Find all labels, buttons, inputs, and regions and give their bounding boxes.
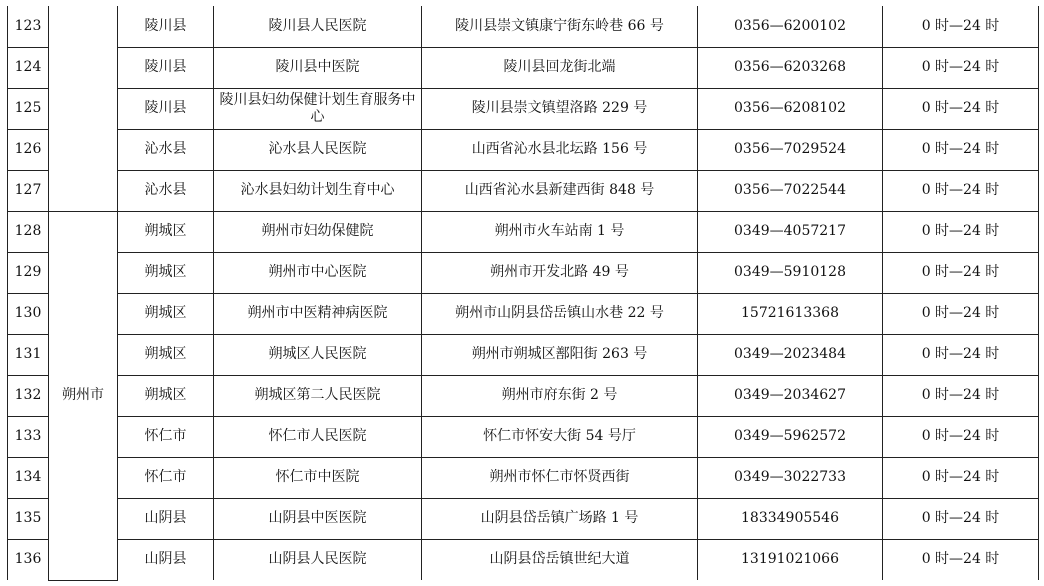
address-cell: 朔州市开发北路 49 号	[422, 252, 698, 293]
row-number: 124	[8, 47, 49, 88]
row-number: 133	[8, 416, 49, 457]
hospital-name-cell: 朔州市妇幼保健院	[214, 211, 422, 252]
address-cell: 陵川县崇文镇康宁街东岭巷 66 号	[422, 6, 698, 47]
hospital-name-cell: 怀仁市人民医院	[214, 416, 422, 457]
hospital-name-cell: 沁水县人民医院	[214, 129, 422, 170]
hours-cell: 0 时—24 时	[883, 334, 1039, 375]
row-number: 126	[8, 129, 49, 170]
county-cell: 朔城区	[118, 375, 214, 416]
phone-cell: 0349—2023484	[698, 334, 883, 375]
address-cell: 山阴县岱岳镇广场路 1 号	[422, 498, 698, 539]
table-row	[8, 334, 1039, 375]
table-row	[8, 129, 1039, 170]
phone-cell: 18334905546	[698, 498, 883, 539]
address-cell: 山西省沁水县北坛路 156 号	[422, 129, 698, 170]
phone-cell: 0349—3022733	[698, 457, 883, 498]
hospital-name-cell: 沁水县妇幼计划生育中心	[214, 170, 422, 211]
address-cell: 朔州市怀仁市怀贤西街	[422, 457, 698, 498]
county-cell: 朔城区	[118, 334, 214, 375]
row-number: 134	[8, 457, 49, 498]
phone-cell: 0356—7022544	[698, 170, 883, 211]
hours-cell: 0 时—24 时	[883, 375, 1039, 416]
county-cell: 怀仁市	[118, 416, 214, 457]
county-cell: 山阴县	[118, 498, 214, 539]
phone-cell: 0356—6200102	[698, 6, 883, 47]
table-row	[8, 6, 1039, 47]
row-number: 135	[8, 498, 49, 539]
hours-cell: 0 时—24 时	[883, 498, 1039, 539]
table-row	[8, 416, 1039, 457]
table-row	[8, 293, 1039, 334]
phone-cell: 0349—2034627	[698, 375, 883, 416]
hospital-name-cell: 怀仁市中医院	[214, 457, 422, 498]
row-number: 128	[8, 211, 49, 252]
address-cell: 朔州市山阴县岱岳镇山水巷 22 号	[422, 293, 698, 334]
hospital-name-cell: 朔州市中心医院	[214, 252, 422, 293]
hours-cell: 0 时—24 时	[883, 6, 1039, 47]
hours-cell: 0 时—24 时	[883, 129, 1039, 170]
address-cell: 山阴县岱岳镇世纪大道	[422, 539, 698, 580]
hospital-name-cell: 朔州市中医精神病医院	[214, 293, 422, 334]
phone-cell: 0349—5962572	[698, 416, 883, 457]
address-cell: 陵川县崇文镇望洛路 229 号	[422, 88, 698, 129]
county-cell: 陵川县	[118, 88, 214, 129]
table-row	[8, 170, 1039, 211]
hours-cell: 0 时—24 时	[883, 457, 1039, 498]
county-cell: 山阴县	[118, 539, 214, 580]
hospital-name-cell: 朔城区第二人民医院	[214, 375, 422, 416]
table-row	[8, 457, 1039, 498]
hospital-table	[7, 6, 1039, 581]
county-cell: 沁水县	[118, 170, 214, 211]
hours-cell: 0 时—24 时	[883, 211, 1039, 252]
county-cell: 陵川县	[118, 6, 214, 47]
table-row	[8, 47, 1039, 88]
address-cell: 朔州市府东街 2 号	[422, 375, 698, 416]
row-number: 132	[8, 375, 49, 416]
hours-cell: 0 时—24 时	[883, 539, 1039, 580]
row-number: 130	[8, 293, 49, 334]
hours-cell: 0 时—24 时	[883, 88, 1039, 129]
hospital-name-cell: 陵川县妇幼保健计划生育服务中心	[214, 88, 422, 129]
hours-cell: 0 时—24 时	[883, 293, 1039, 334]
city-cell: 朔州市	[49, 211, 118, 580]
table-row	[8, 539, 1039, 580]
county-cell: 陵川县	[118, 47, 214, 88]
hours-cell: 0 时—24 时	[883, 252, 1039, 293]
phone-cell: 15721613368	[698, 293, 883, 334]
table-row	[8, 88, 1039, 129]
phone-cell: 0349—4057217	[698, 211, 883, 252]
hours-cell: 0 时—24 时	[883, 170, 1039, 211]
row-number: 129	[8, 252, 49, 293]
hospital-name-cell: 朔城区人民医院	[214, 334, 422, 375]
phone-cell: 0349—5910128	[698, 252, 883, 293]
hours-cell: 0 时—24 时	[883, 416, 1039, 457]
hours-cell: 0 时—24 时	[883, 47, 1039, 88]
hospital-name-cell: 陵川县人民医院	[214, 6, 422, 47]
address-cell: 怀仁市怀安大街 54 号厅	[422, 416, 698, 457]
address-cell: 山西省沁水县新建西街 848 号	[422, 170, 698, 211]
phone-cell: 0356—6203268	[698, 47, 883, 88]
table-row	[8, 498, 1039, 539]
row-number: 125	[8, 88, 49, 129]
row-number: 136	[8, 539, 49, 580]
row-number: 127	[8, 170, 49, 211]
table-row	[8, 375, 1039, 416]
address-cell: 朔州市火车站南 1 号	[422, 211, 698, 252]
address-cell: 陵川县回龙街北端	[422, 47, 698, 88]
table-row	[8, 252, 1039, 293]
phone-cell: 0356—7029524	[698, 129, 883, 170]
hospital-name-cell: 山阴县人民医院	[214, 539, 422, 580]
table-row	[8, 211, 1039, 252]
county-cell: 沁水县	[118, 129, 214, 170]
county-cell: 朔城区	[118, 293, 214, 334]
phone-cell: 13191021066	[698, 539, 883, 580]
county-cell: 朔城区	[118, 252, 214, 293]
phone-cell: 0356—6208102	[698, 88, 883, 129]
hospital-name-cell: 山阴县中医医院	[214, 498, 422, 539]
hospital-name-cell: 陵川县中医院	[214, 47, 422, 88]
city-cell	[49, 6, 118, 211]
county-cell: 怀仁市	[118, 457, 214, 498]
address-cell: 朔州市朔城区鄯阳街 263 号	[422, 334, 698, 375]
row-number: 123	[8, 6, 49, 47]
county-cell: 朔城区	[118, 211, 214, 252]
row-number: 131	[8, 334, 49, 375]
